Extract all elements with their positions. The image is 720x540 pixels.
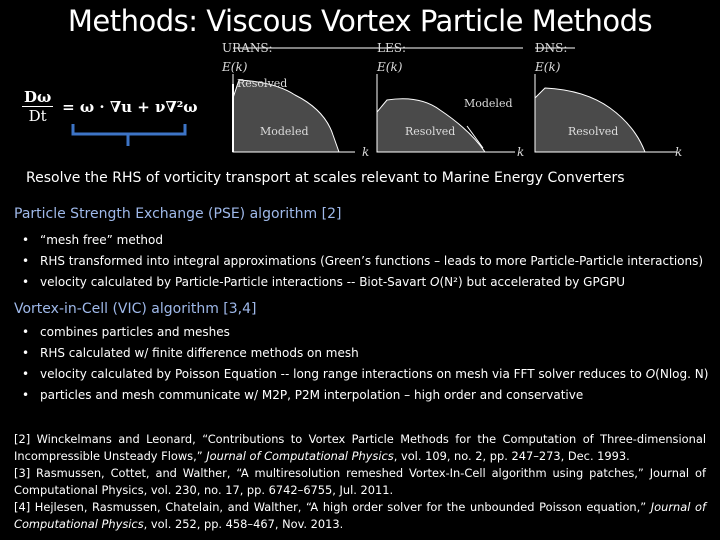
vic-bullet-4: • particles and mesh communicate w/ M2P, P2M interpolation – high order and conservative bbox=[14, 385, 708, 406]
figure-caption: Resolve the RHS of vorticity transport at scales relevant to Marine Energy Converters bbox=[26, 170, 625, 186]
urans-ylabel: E(k) bbox=[222, 60, 248, 74]
vic-bullet-3: • velocity calculated by Poisson Equation -- long range interactions on mesh via FFT solver reduces to O(Nlog. N) bbox=[14, 364, 708, 385]
les-header: LES: bbox=[377, 41, 406, 55]
les-xlabel: k bbox=[517, 145, 525, 159]
reference-2: [2] Winckelmans and Leonard, “Contributions to Vortex Particle Methods for the Computation of Three-dimensional Incompressible Unsteady Flows,” Journal of Computational Physics, vol. 109, no. 2, pp. 247–273, Dec. 1993. bbox=[14, 432, 706, 463]
equation-numerator: Dω bbox=[24, 88, 52, 106]
urans-xlabel: k bbox=[362, 145, 370, 159]
urans-header: URANS: bbox=[222, 41, 273, 55]
urans-modeled-label: Modeled bbox=[260, 125, 309, 138]
references bbox=[14, 431, 706, 533]
les-ylabel: E(k) bbox=[377, 60, 403, 74]
les-resolved-label: Resolved bbox=[405, 125, 456, 138]
vic-bullet-list bbox=[14, 322, 708, 406]
pse-heading: Particle Strength Exchange (PSE) algorithm [2] bbox=[14, 206, 342, 222]
pse-bullet-list bbox=[14, 230, 703, 293]
reference-4: [4] Hejlesen, Rasmussen, Chatelain, and Walther, “A high order solver for the unbounded Poisson equation,” Journal of Computational Physics, vol. 252, pp. 458–467, Nov. 2013. bbox=[14, 500, 706, 531]
dns-header: DNS: bbox=[535, 41, 568, 55]
equation-rhs: = ω · ∇u + ν∇²ω bbox=[62, 97, 198, 116]
reference-3: [3] Rasmussen, Cottet, and Walther, “A multiresolution remeshed Vortex-In-Cell algorithm using patches,” Journal of Computational Physics, vol. 230, no. 17, pp. 6742–6755, Jul. 2011. bbox=[14, 466, 706, 497]
pse-bullet-1: • “mesh free” method bbox=[14, 230, 703, 251]
pse-bullet-3: • velocity calculated by Particle-Particle interactions -- Biot-Savart O(N²) but accelerated by GPGPU bbox=[14, 272, 703, 293]
dns-ylabel: E(k) bbox=[535, 60, 561, 74]
slide-title: Methods: Viscous Vortex Particle Methods bbox=[67, 4, 653, 38]
pse-bullet-2: • RHS transformed into integral approximations (Green’s functions – leads to more Particle-Particle interactions) bbox=[14, 251, 703, 272]
vic-bullet-2: • RHS calculated w/ finite difference methods on mesh bbox=[14, 343, 708, 364]
urans-resolved-label: Resolved bbox=[237, 77, 288, 90]
les-modeled-label: Modeled bbox=[464, 97, 513, 110]
dns-resolved-label: Resolved bbox=[568, 125, 619, 138]
dns-xlabel: k bbox=[675, 145, 683, 159]
vic-bullet-1: • combines particles and meshes bbox=[14, 322, 708, 343]
equation-denominator: Dt bbox=[28, 107, 47, 125]
vic-heading: Vortex-in-Cell (VIC) algorithm [3,4] bbox=[14, 301, 257, 317]
